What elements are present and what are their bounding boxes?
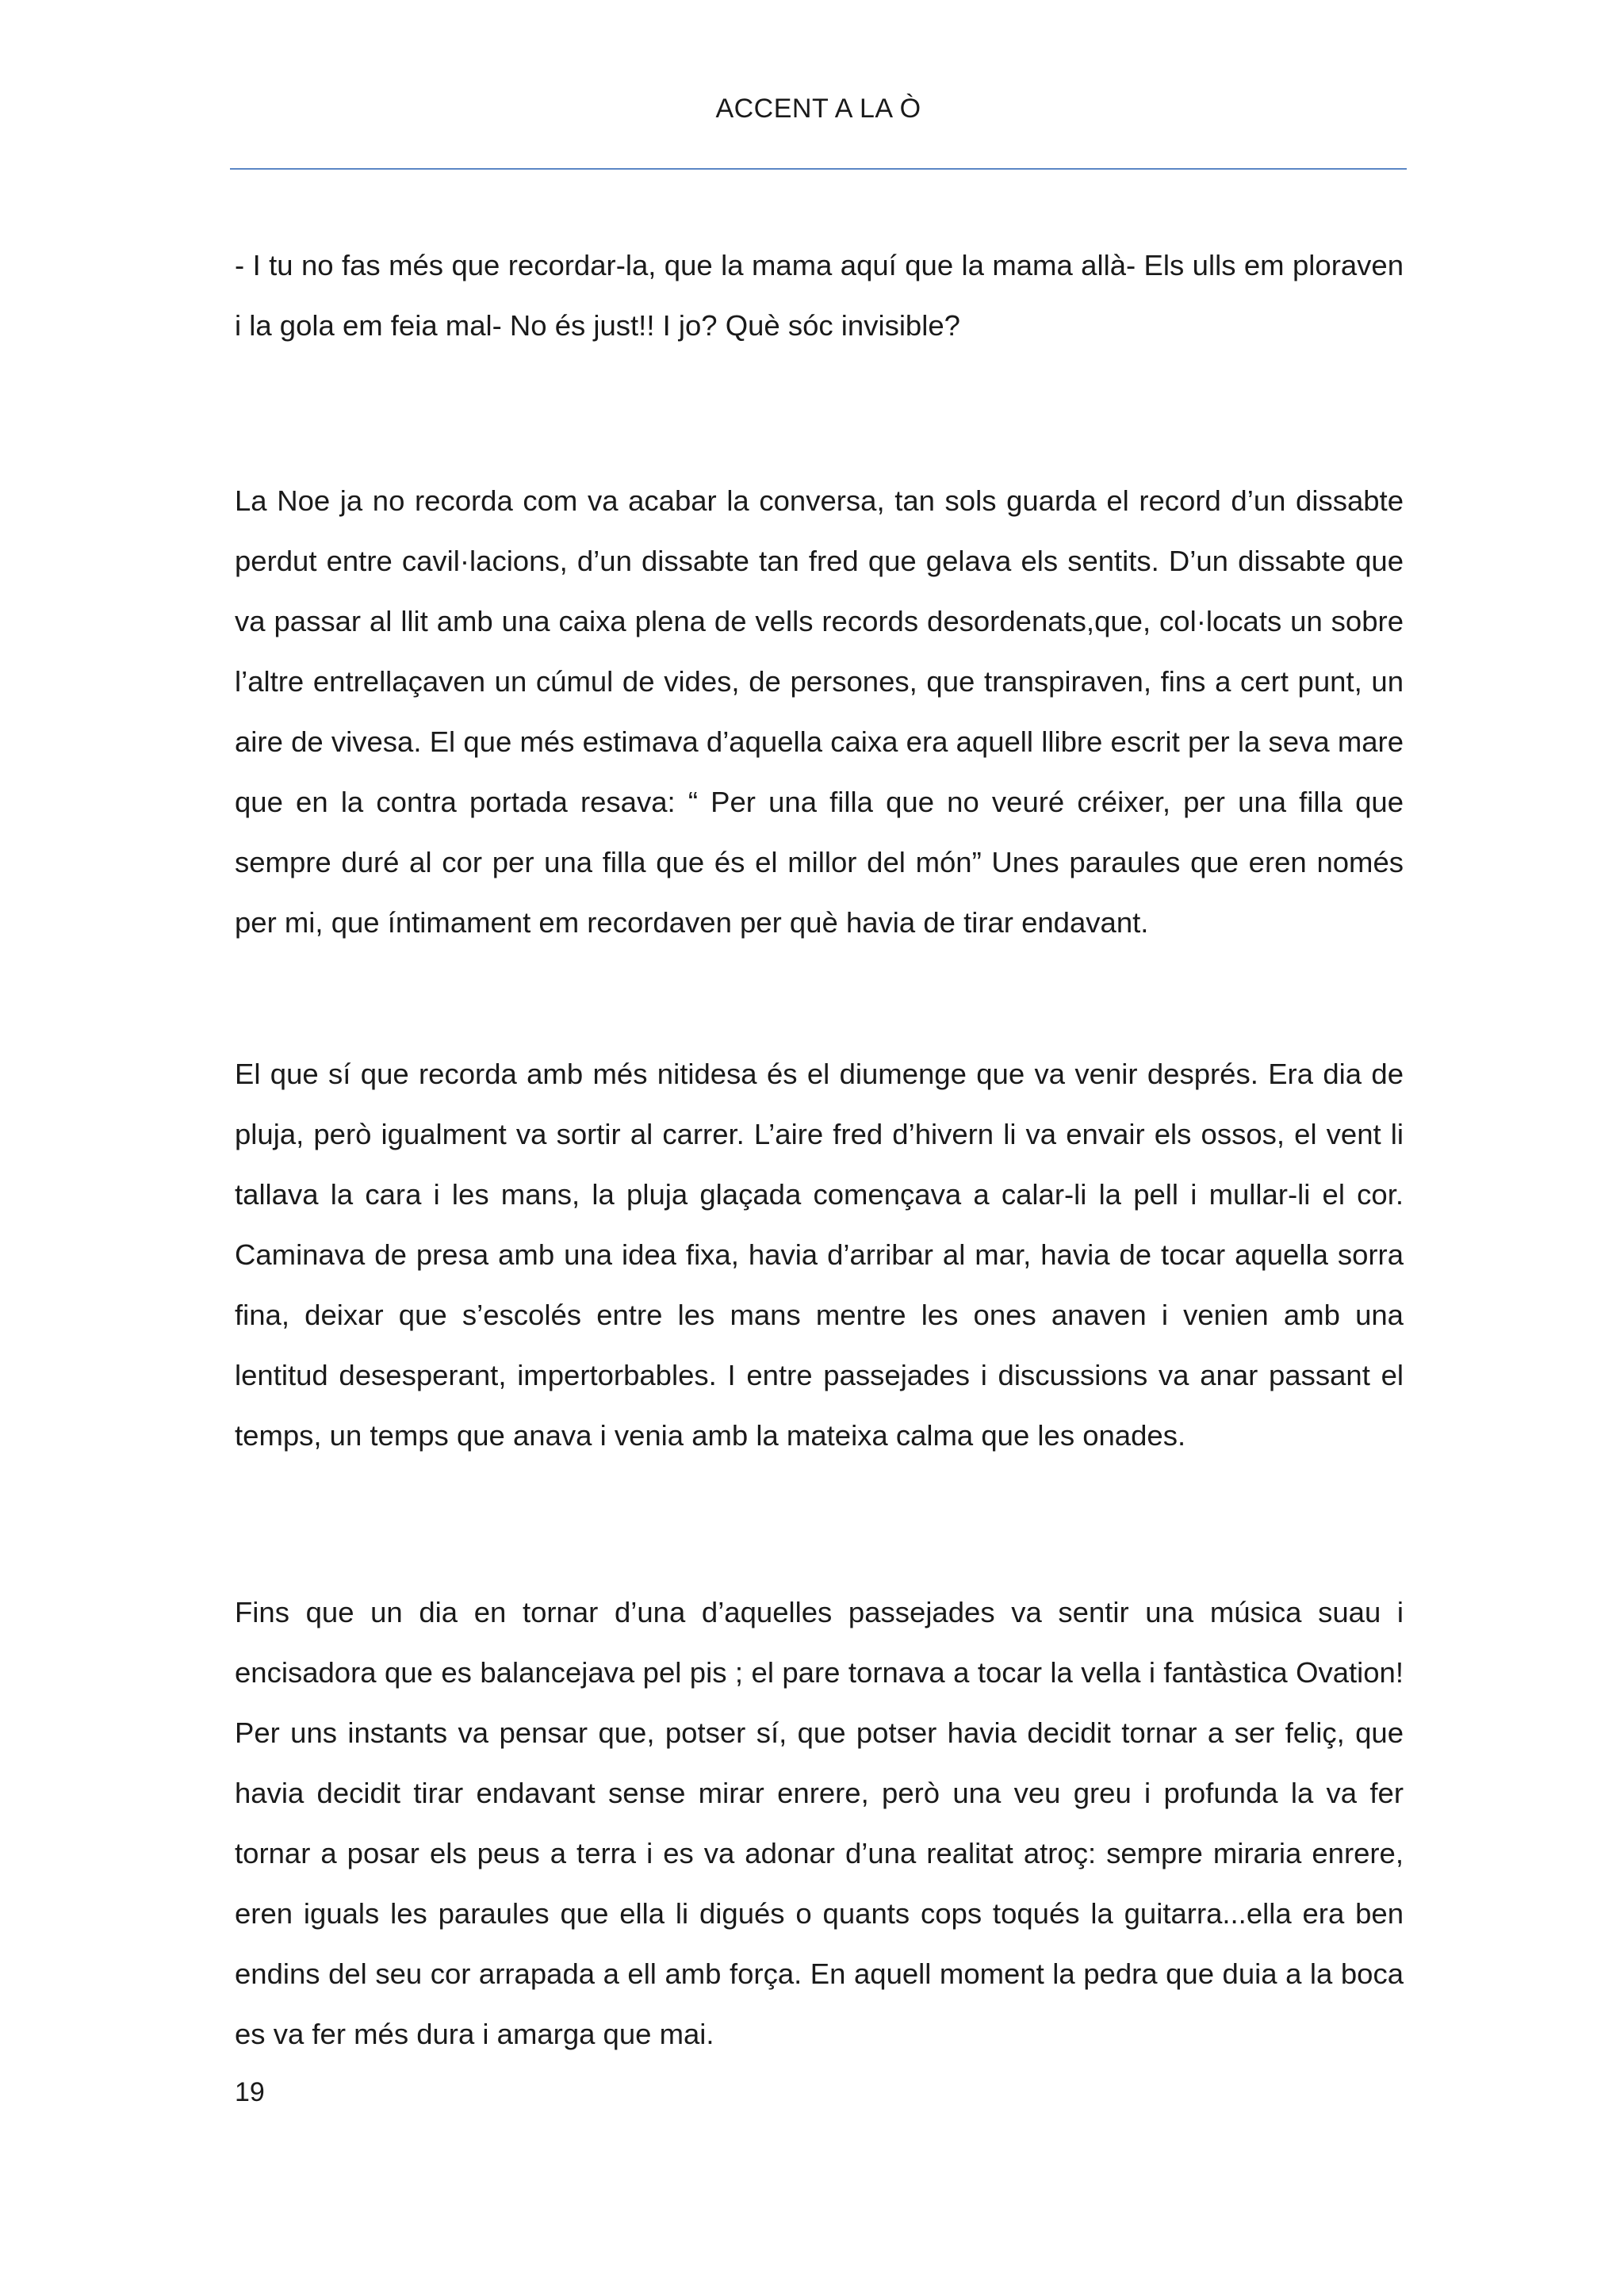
paragraph-2: La Noe ja no recorda com va acabar la conversa, tan sols guarda el record d’un dissabte perdut entre cavil·lacions, d’un dissabte tan fred que gelava els sentits. D’un dissabte que va passar al llit amb una caixa plena de vells records desordenats,que, col·locats un sobre l’altre entrellaçaven un cúmul de vides, de persones, que transpiraven, fins a cert punt, un aire de vivesa. El que més estimava d’aquella caixa era aquell llibre escrit per la seva mare que en la contra portada resava: “ Per una filla que no veuré créixer, per una filla que sempre duré al cor per una filla que és el millor del món” Unes paraules que eren només per mi, que íntimament em recordaven per què havia de tirar endavant. [235, 484, 1404, 939]
paragraph-1: - I tu no fas més que recordar-la, que la mama aquí que la mama allà- Els ulls em ploraven i la gola em feia mal- No és just!! I jo? Què sóc invisible? [235, 249, 1404, 342]
paragraph-3: El que sí que recorda amb més nitidesa és el diumenge que va venir després. Era dia de pluja, però igualment va sortir al carrer. L’aire fred d’hivern li va envair els ossos, el vent li tallava la cara i les mans, la pluja glaçada començava a calar-li la pell i mullar-li el cor. Caminava de presa amb una idea fixa, havia d’arribar al mar, havia de tocar aquella sorra fina, deixar que s’escolés entre les mans mentre les ones anaven i venien amb una lentitud desesperant, impertorbables. I entre passejades i discussions va anar passant el temps, un temps que anava i venia amb la mateixa calma que les onades. [235, 1058, 1404, 1452]
paragraph-4: Fins que un dia en tornar d’una d’aquelles passejades va sentir una música suau i encisadora que es balancejava pel pis ; el pare tornava a tocar la vella i fantàstica Ovation! Per uns instants va pensar que, potser sí, que potser havia decidit tornar a ser feliç, que havia decidit tirar endavant sense mirar enrere, però una veu greu i profunda la va fer tornar a posar els peus a terra i es va adonar d’una realitat atroç: sempre miraria enrere, eren iguals les paraules que ella li digués o quants cops toqués la guitarra...ella era ben endins del seu cor arrapada a ell amb força. En aquell moment la pedra que duia a la boca es va fer més dura i amarga que mai. [235, 1596, 1404, 2050]
page-number: 19 [235, 2077, 265, 2107]
header-divider [230, 168, 1407, 170]
running-header: ACCENT A LA Ò [715, 94, 921, 124]
